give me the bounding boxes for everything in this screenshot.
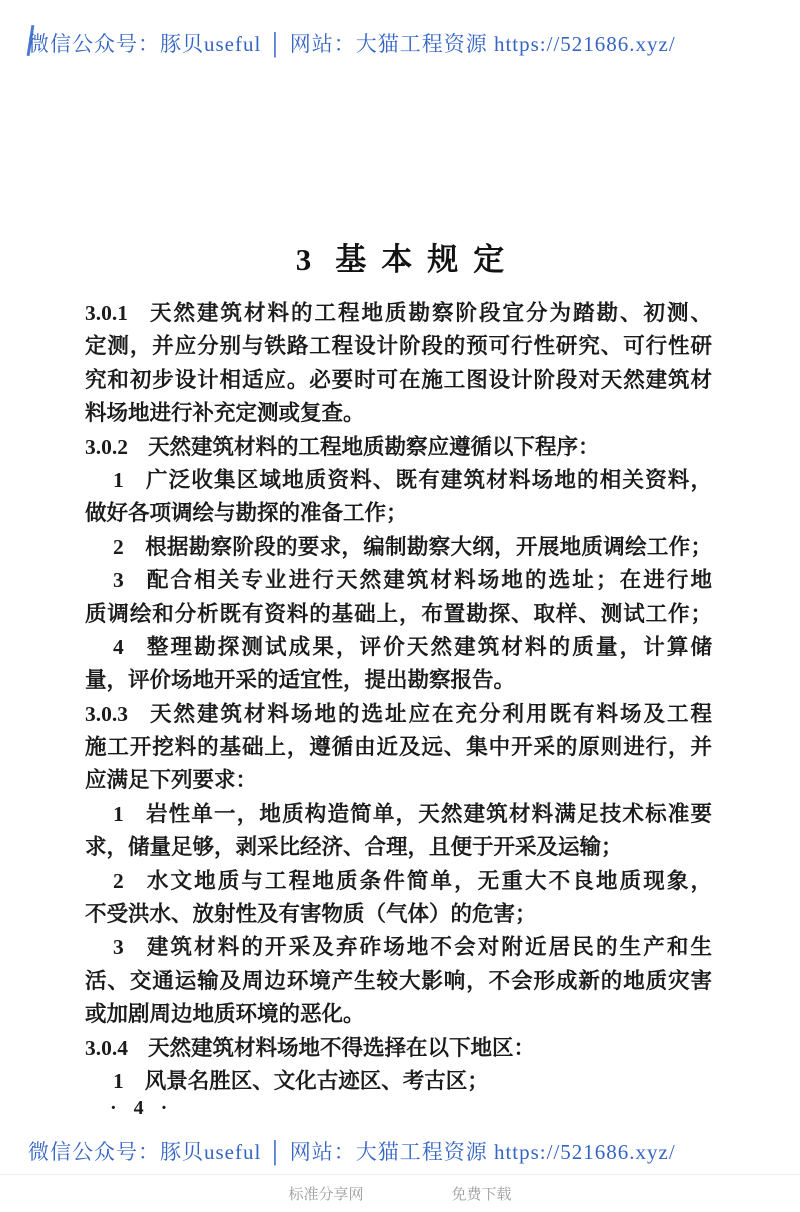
line-text: 天然建筑材料场地的选址应在充分利用既有料场及工程 [148,701,712,726]
document-body [85,297,712,1098]
chapter-number: 3 [295,242,312,277]
body-line [85,1032,712,1065]
item-number: 1 [113,467,124,492]
line-text: 广泛收集区域地质资料、既有建筑材料场地的相关资料， [144,467,712,492]
body-line [85,1065,712,1098]
item-number: 1 [113,801,124,826]
footer-link-free-download[interactable]: 免费下载 [451,1186,512,1203]
line-text: 根据勘察阶段的要求，编制勘察大纲，开展地质调绘工作； [144,534,712,559]
section-number: 3.0.3 [85,701,128,726]
section-number: 3.0.2 [85,434,128,459]
body-line [85,831,712,864]
body-line [85,531,712,564]
body-line [85,397,712,430]
body-line [85,898,712,931]
footer-links [0,1183,800,1204]
page-number: · 4 · [110,1097,174,1119]
section-number: 3.0.4 [85,1035,128,1060]
body-line [85,330,712,363]
line-text: 天然建筑材料的工程地质勘察阶段宜分为踏勘、初测、 [148,301,712,325]
line-text: 或加剧周边地质环境的恶化。 [85,1002,365,1027]
line-text: 整理勘探测试成果，评价天然建筑材料的质量，计算储 [144,634,712,659]
line-text: 究和初步设计相适应。必要时可在施工图设计阶段对天然建筑材 [85,367,712,392]
promo-banner-top[interactable]: 微信公众号：豚贝useful │ 网站：大猫工程资源 https://521686.xyz/ [28,32,676,56]
body-line [85,698,712,731]
body-line [85,798,712,831]
body-line [85,664,712,697]
body-line [85,931,712,964]
item-number: 4 [113,634,124,659]
line-text: 风景名胜区、文化古迹区、考古区； [144,1068,489,1093]
line-text: 施工开挖料的基础上，遵循由近及远、集中开采的原则进行，并 [85,735,712,760]
body-line [85,998,712,1031]
footer-divider [0,1174,800,1175]
body-line [85,965,712,998]
chapter-title [0,234,800,279]
line-text: 不受洪水、放射性及有害物质（气体）的危害； [85,902,537,927]
item-number: 2 [113,534,124,559]
body-line [85,497,712,530]
line-text: 建筑材料的开采及弃砟场地不会对附近居民的生产和生 [144,935,712,960]
section-number: 3.0.1 [85,301,128,325]
line-text: 做好各项调绘与勘探的准备工作； [85,501,408,526]
body-line [85,364,712,397]
line-text: 定测，并应分别与铁路工程设计阶段的预可行性研究、可行性研 [85,334,712,359]
item-number: 3 [113,935,124,960]
body-line [85,865,712,898]
body-line [85,631,712,664]
promo-banner-bottom[interactable]: 微信公众号：豚贝useful │ 网站：大猫工程资源 https://521686.xyz/ [28,1140,676,1164]
item-number: 3 [113,568,124,593]
item-number: 2 [113,868,124,893]
body-line [85,564,712,597]
line-text: 应满足下列要求： [85,768,258,793]
line-text: 岩性单一，地质构造简单，天然建筑材料满足技术标准要 [144,801,712,826]
line-text: 料场地进行补充定测或复查。 [85,401,365,426]
line-text: 量，评价场地开采的适宜性，提出勘察报告。 [85,668,516,693]
line-text: 天然建筑材料场地不得选择在以下地区： [148,1035,536,1060]
footer-link-standard-share[interactable]: 标准分享网 [288,1186,364,1203]
chapter-title-text: 基本规定 [335,242,520,277]
body-line [85,598,712,631]
body-line [85,731,712,764]
body-line [85,431,712,464]
line-text: 质调绘和分析既有资料的基础上，布置勘探、取样、测试工作； [85,601,712,626]
body-line [85,464,712,497]
line-text: 活、交通运输及周边环境产生较大影响，不会形成新的地质灾害 [85,968,712,993]
line-text: 求，储量足够，剥采比经济、合理，且便于开采及运输； [85,835,623,860]
body-line [85,764,712,797]
item-number: 1 [113,1068,124,1093]
line-text: 配合相关专业进行天然建筑材料场地的选址；在进行地 [144,568,712,593]
line-text: 天然建筑材料的工程地质勘察应遵循以下程序： [148,434,600,459]
line-text: 水文地质与工程地质条件简单，无重大不良地质现象， [144,868,712,893]
body-line [85,297,712,330]
